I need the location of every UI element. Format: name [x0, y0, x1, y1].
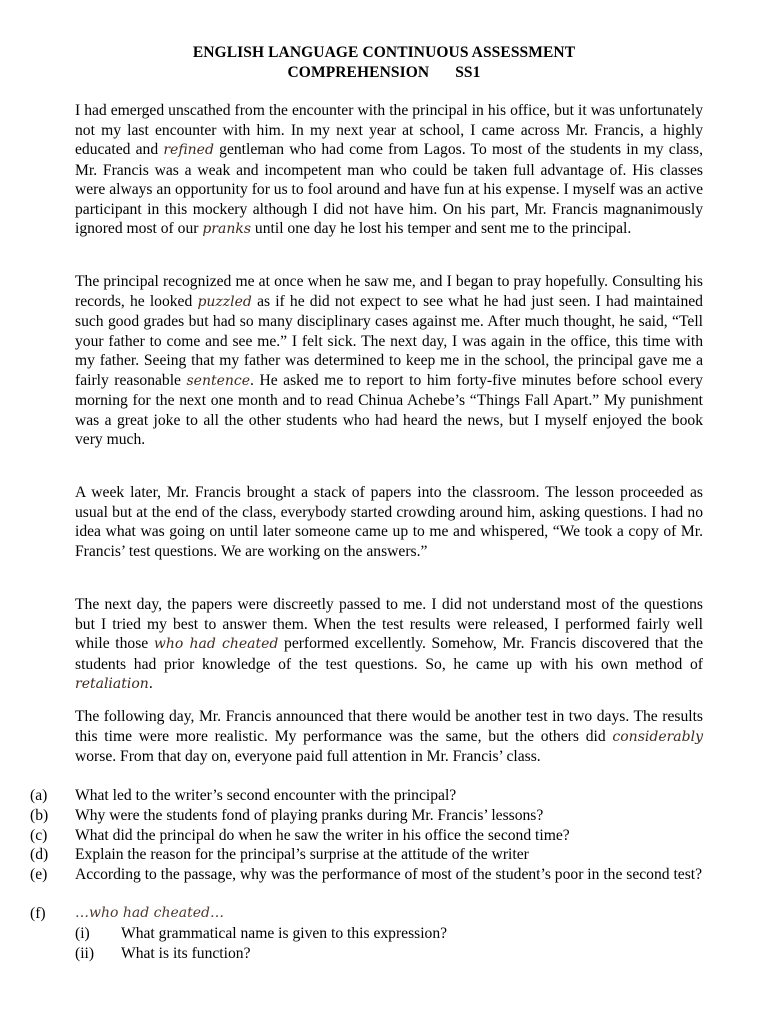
document-subtitle — [0, 63, 768, 83]
text-run: The principal recognized me at once when he saw me, and I began to pray hopefully. Consulting his records, he looked — [75, 273, 703, 310]
question-text: What did the principal do when he saw the writer in his office the second time? — [75, 827, 570, 844]
subquestion-text: What is its function? — [121, 945, 251, 962]
highlighted-word-puzzled: puzzled — [197, 293, 252, 310]
question-label: (b) — [30, 807, 49, 824]
passage-paragraph-5 — [75, 707, 703, 767]
text-run: . He asked me to report to him forty-five minutes before school every morning for the next one month and to read Chinua Achebe’s “Things Fall Apart.” My punishment was a great joke to all the other students who had heard the news, but I myself enjoyed the book very much. — [75, 371, 703, 448]
subquestion-label: (ii) — [75, 945, 95, 962]
question-label: (d) — [30, 846, 49, 863]
highlighted-phrase-who-had-cheated: who had cheated — [153, 636, 279, 652]
question-label: (a) — [30, 787, 48, 804]
text-run: performed excellently. Somehow, Mr. Francis discovered that the students had prior knowledge of the test questions. So, he came up with his own method of — [75, 635, 703, 673]
document-title: ENGLISH LANGUAGE CONTINUOUS ASSESSMENT — [192, 44, 576, 61]
text-run: until one day he lost his temper and sent me to the principal. — [251, 220, 632, 237]
question-label: (c) — [30, 827, 48, 844]
class-label: SS1 — [455, 64, 481, 81]
highlighted-word-refined: refined — [163, 142, 214, 158]
subquestion-label: (i) — [75, 925, 90, 942]
passage-paragraph-1 — [75, 101, 703, 240]
subject-label: COMPREHENSION — [287, 64, 430, 81]
text-run: worse. From that day on, everyone paid full attention in Mr. Francis’ class. — [75, 748, 541, 765]
highlighted-word-considerably: considerably — [612, 728, 703, 745]
question-text: Why were the students fond of playing pranks during Mr. Francis’ lessons? — [75, 807, 544, 824]
passage-paragraph-2 — [75, 272, 703, 450]
question-text: Explain the reason for the principal’s surprise at the attitude of the writer — [75, 846, 529, 863]
text-run: The next day, the papers were discreetly passed to me. I did not understand most of the questions but I tried my best to answer them. When the test results were released, I performed fairly well while those — [75, 596, 703, 652]
highlighted-word-retaliation: retaliation — [75, 676, 149, 692]
text-run: gentleman who had come from Lagos. To most of the students in my class, Mr. Francis was a weak and incompetent man who could be taken full advantage of. His classes were always an opportunity for us to fool around and have fun at his expense. I myself was an active participant in this mockery although I did not have him. On his part, Mr. Francis magnanimously ignored most of our — [75, 141, 703, 237]
text-run: The following day, Mr. Francis announced that there would be another test in two days. The results this time were more realistic. My performance was the same, but the others did — [75, 708, 703, 745]
question-text: According to the passage, why was the performance of most of the student’s poor in the second test? — [75, 866, 703, 883]
question-text: What led to the writer’s second encounter with the principal? — [75, 787, 457, 804]
highlighted-word-pranks: pranks — [202, 221, 252, 237]
subquestion-text: What grammatical name is given to this expression? — [121, 925, 448, 942]
question-text: …who had cheated… — [75, 905, 225, 921]
highlighted-word-sentence: sentence — [186, 372, 251, 389]
passage-paragraph-4 — [75, 595, 703, 695]
text-run: I had emerged unscathed from the encounter with the principal in his office, but it was unfortunately not my last encounter with him. In my next year at school, I came across Mr. Francis, a highly educated and — [75, 102, 703, 158]
question-label: (f) — [30, 905, 46, 922]
passage-paragraph-3: A week later, Mr. Francis brought a stack of papers into the classroom. The lesson proceeded as usual but at the end of the class, everybody started crowding around him, asking questions. I had no idea what was going on until later someone came up to me and whispered, “We took a copy of Mr. Francis’ test questions. We are working on the answers.” — [75, 484, 703, 560]
text-run: . — [148, 675, 153, 692]
question-label: (e) — [30, 866, 48, 883]
text-run: as if he did not expect to see what he had just seen. I had maintained such good grades but had so many disciplinary cases against me. After much thought, he said, “Tell your father to come and see me.” I felt sick. The next day, I was again in the office, this time with my father. Seeing that my father was determined to keep me in the school, the principal gave me a fairly reasonable — [75, 292, 703, 389]
